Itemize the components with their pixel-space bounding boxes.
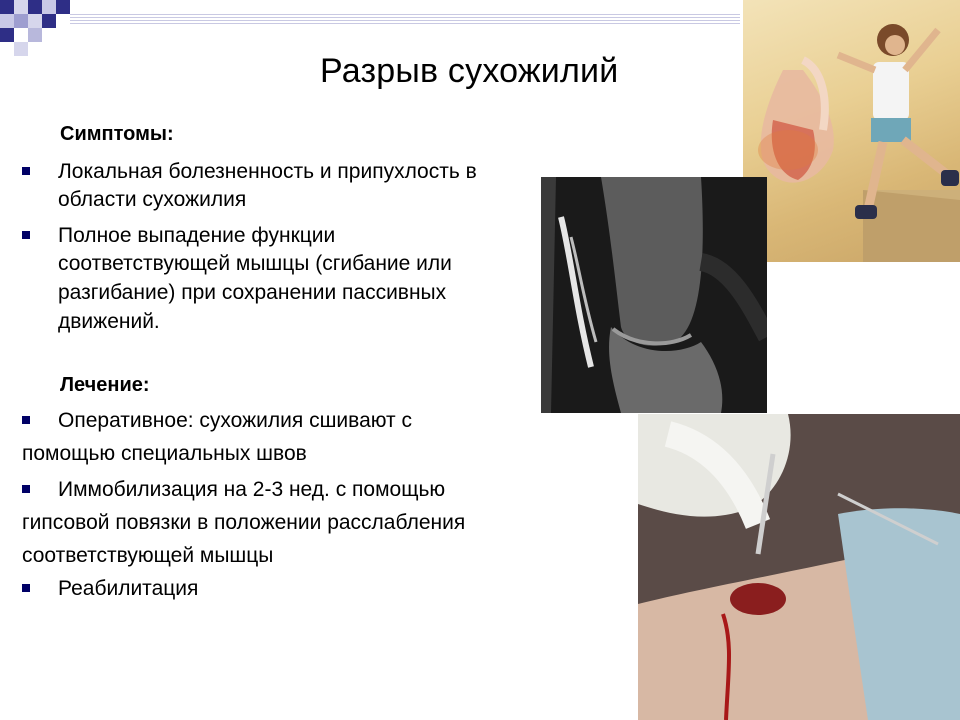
symptom-1-line-1: Локальная болезненность и припухлость в	[58, 160, 477, 183]
treatment-1-line-2: помощью специальных швов	[22, 442, 307, 465]
symptom-2-line-4: движений.	[58, 310, 160, 333]
surgery-photo	[638, 414, 960, 720]
symptoms-heading: Симптомы:	[60, 123, 174, 145]
bullet	[22, 584, 30, 592]
bullet	[22, 416, 30, 424]
symptom-2-line-1: Полное выпадение функции	[58, 224, 336, 247]
bullet	[22, 167, 30, 175]
slide-title: Разрыв сухожилий	[320, 52, 619, 90]
treatment-2-line-3: соответствующей мышцы	[22, 544, 274, 567]
header-lines	[70, 14, 740, 26]
treatment-1-line-1: Оперативное: сухожилия сшивают с	[58, 409, 413, 432]
treatment-3: Реабилитация	[58, 577, 199, 600]
bullet	[22, 231, 30, 239]
symptom-2-line-2: соответствующей мышцы (сгибание или	[58, 252, 452, 275]
treatment-heading: Лечение:	[60, 374, 150, 396]
treatment-2-line-1: Иммобилизация на 2-3 нед. с помощью	[58, 478, 446, 501]
symptom-1-line-2: области сухожилия	[58, 188, 247, 211]
tendon-injury-illustration	[743, 0, 960, 262]
knee-mri-image	[541, 177, 767, 413]
treatment-2-line-2: гипсовой повязки в положении расслабления	[22, 511, 466, 534]
symptom-2-line-3: разгибание) при сохранении пассивных	[58, 281, 447, 304]
bullet	[22, 485, 30, 493]
